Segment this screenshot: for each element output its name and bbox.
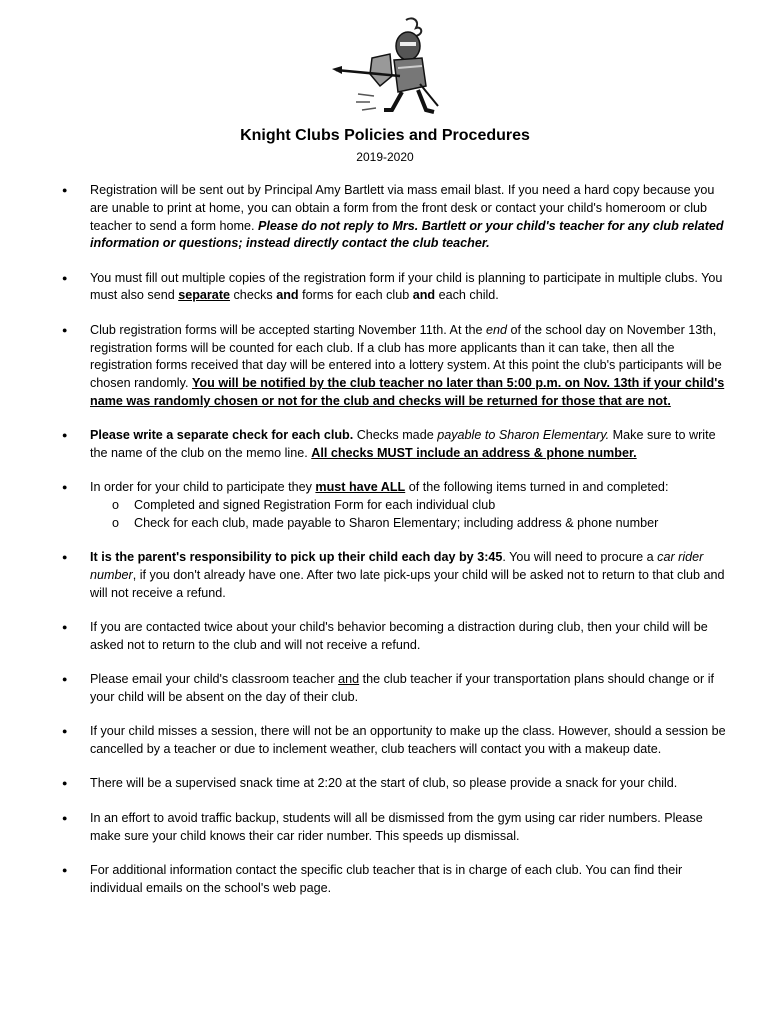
item-text-emphasis: Please do not reply to Mrs. Bartlett or your child's teacher for any club related information or questions; instead directly contact the club teacher. bbox=[90, 218, 724, 251]
policy-list bbox=[62, 182, 734, 914]
school-year: 2019-2020 bbox=[356, 150, 414, 164]
knight-mascot-icon bbox=[328, 14, 448, 124]
item-text: Checks made bbox=[353, 428, 438, 443]
list-item bbox=[62, 862, 734, 898]
list-item bbox=[62, 723, 734, 759]
list-item bbox=[62, 427, 734, 463]
item-text: You must fill out multiple copies of the registration form if your child is planning to participate in multiple clubs. You must also send bbox=[90, 270, 723, 303]
list-item bbox=[62, 322, 734, 411]
item-text: . You will need to procure a bbox=[502, 550, 658, 565]
item-text: If you are contacted twice about your child's behavior becoming a distraction during club, then your child will be asked not to return to the club and will not receive a refund. bbox=[90, 620, 708, 652]
item-text-emphasis: and bbox=[338, 672, 360, 687]
item-text: In an effort to avoid traffic backup, students will all be dismissed from the gym using car rider numbers. Please make sure your child knows their car rider number. This speeds up dismissal. bbox=[90, 810, 703, 843]
item-text: Club registration forms will be accepted starting November 11th. At the bbox=[90, 322, 486, 337]
item-text: For additional information contact the specific club teacher that is in charge of each club. You can find their individual emails on the school's web page. bbox=[90, 862, 683, 895]
sub-list-item: o Completed and signed Registration Form for each individual club bbox=[90, 497, 734, 515]
list-item bbox=[62, 182, 734, 253]
item-text: Registration will be sent out by Principal Amy Bartlett via mass email blast. If you need a hard copy because you are unable to print at home, you can obtain a form from the front desk or contact your child's homeroom or club teacher to send a form home. bbox=[90, 183, 715, 233]
item-text-emphasis: and bbox=[412, 288, 436, 303]
item-text: Make sure to write the name of the club on the memo line. bbox=[90, 428, 716, 461]
required-items-list bbox=[90, 497, 734, 533]
item-text: Please email your child's classroom teacher bbox=[90, 672, 339, 687]
item-text-emphasis: car rider number bbox=[90, 550, 704, 583]
item-text-emphasis: It is the parent's responsibility to pick up their child each day by 3:45 bbox=[90, 550, 503, 565]
item-text-emphasis: payable to Sharon Elementary. bbox=[437, 428, 610, 443]
item-text: There will be a supervised snack time at 2:20 at the start of club, so please provide a snack for your child. bbox=[90, 776, 678, 791]
item-text-emphasis: You will be notified by the club teacher no later than 5:00 p.m. on Nov. 13th if your child's name was randomly chosen or not for the club and checks will be returned for those that are not. bbox=[90, 376, 725, 408]
list-item bbox=[62, 549, 734, 602]
item-text: of the following items turned in and completed: bbox=[405, 480, 669, 495]
list-item bbox=[62, 619, 734, 655]
item-text-emphasis: All checks MUST include an address & phone number. bbox=[311, 446, 637, 461]
item-text: In order for your child to participate they bbox=[90, 480, 316, 495]
list-item bbox=[62, 810, 734, 846]
item-text: the club teacher if your transportation plans should change or if your child will be absent on the day of their club. bbox=[90, 672, 715, 705]
item-text-emphasis: must have ALL bbox=[315, 480, 406, 495]
list-item bbox=[62, 775, 734, 793]
item-text: , if you don't already have one. After two late pick-ups your child will be asked not to return to that club and will not receive a refund. bbox=[90, 568, 725, 600]
item-text: forms for each club bbox=[298, 288, 413, 303]
item-text-emphasis: end bbox=[485, 322, 507, 337]
list-item bbox=[62, 479, 734, 532]
sub-list-item: o Check for each club, made payable to Sharon Elementary; including address & phone number bbox=[90, 515, 734, 533]
page-title: Knight Clubs Policies and Procedures bbox=[240, 127, 530, 144]
item-text-emphasis: Please write a separate check for each club. bbox=[90, 428, 354, 443]
item-text: each child. bbox=[435, 288, 499, 303]
item-text: checks bbox=[230, 288, 277, 303]
list-item bbox=[62, 671, 734, 707]
item-text: If your child misses a session, there will not be an opportunity to make up the class. However, should a session be cancelled by a teacher or due to inclement weather, club teachers will contact you with a makeup date. bbox=[90, 724, 726, 757]
list-item bbox=[62, 270, 734, 306]
item-text-emphasis: and bbox=[276, 288, 299, 303]
item-text: of the school day on November 13th, registration forms will be counted for each club. If a club has more applicants than it can take, then all the registration forms received that day will be entered into a lottery system. At this point the club's participants will be chosen randomly. bbox=[90, 322, 722, 391]
item-text-emphasis: separate bbox=[178, 288, 231, 303]
